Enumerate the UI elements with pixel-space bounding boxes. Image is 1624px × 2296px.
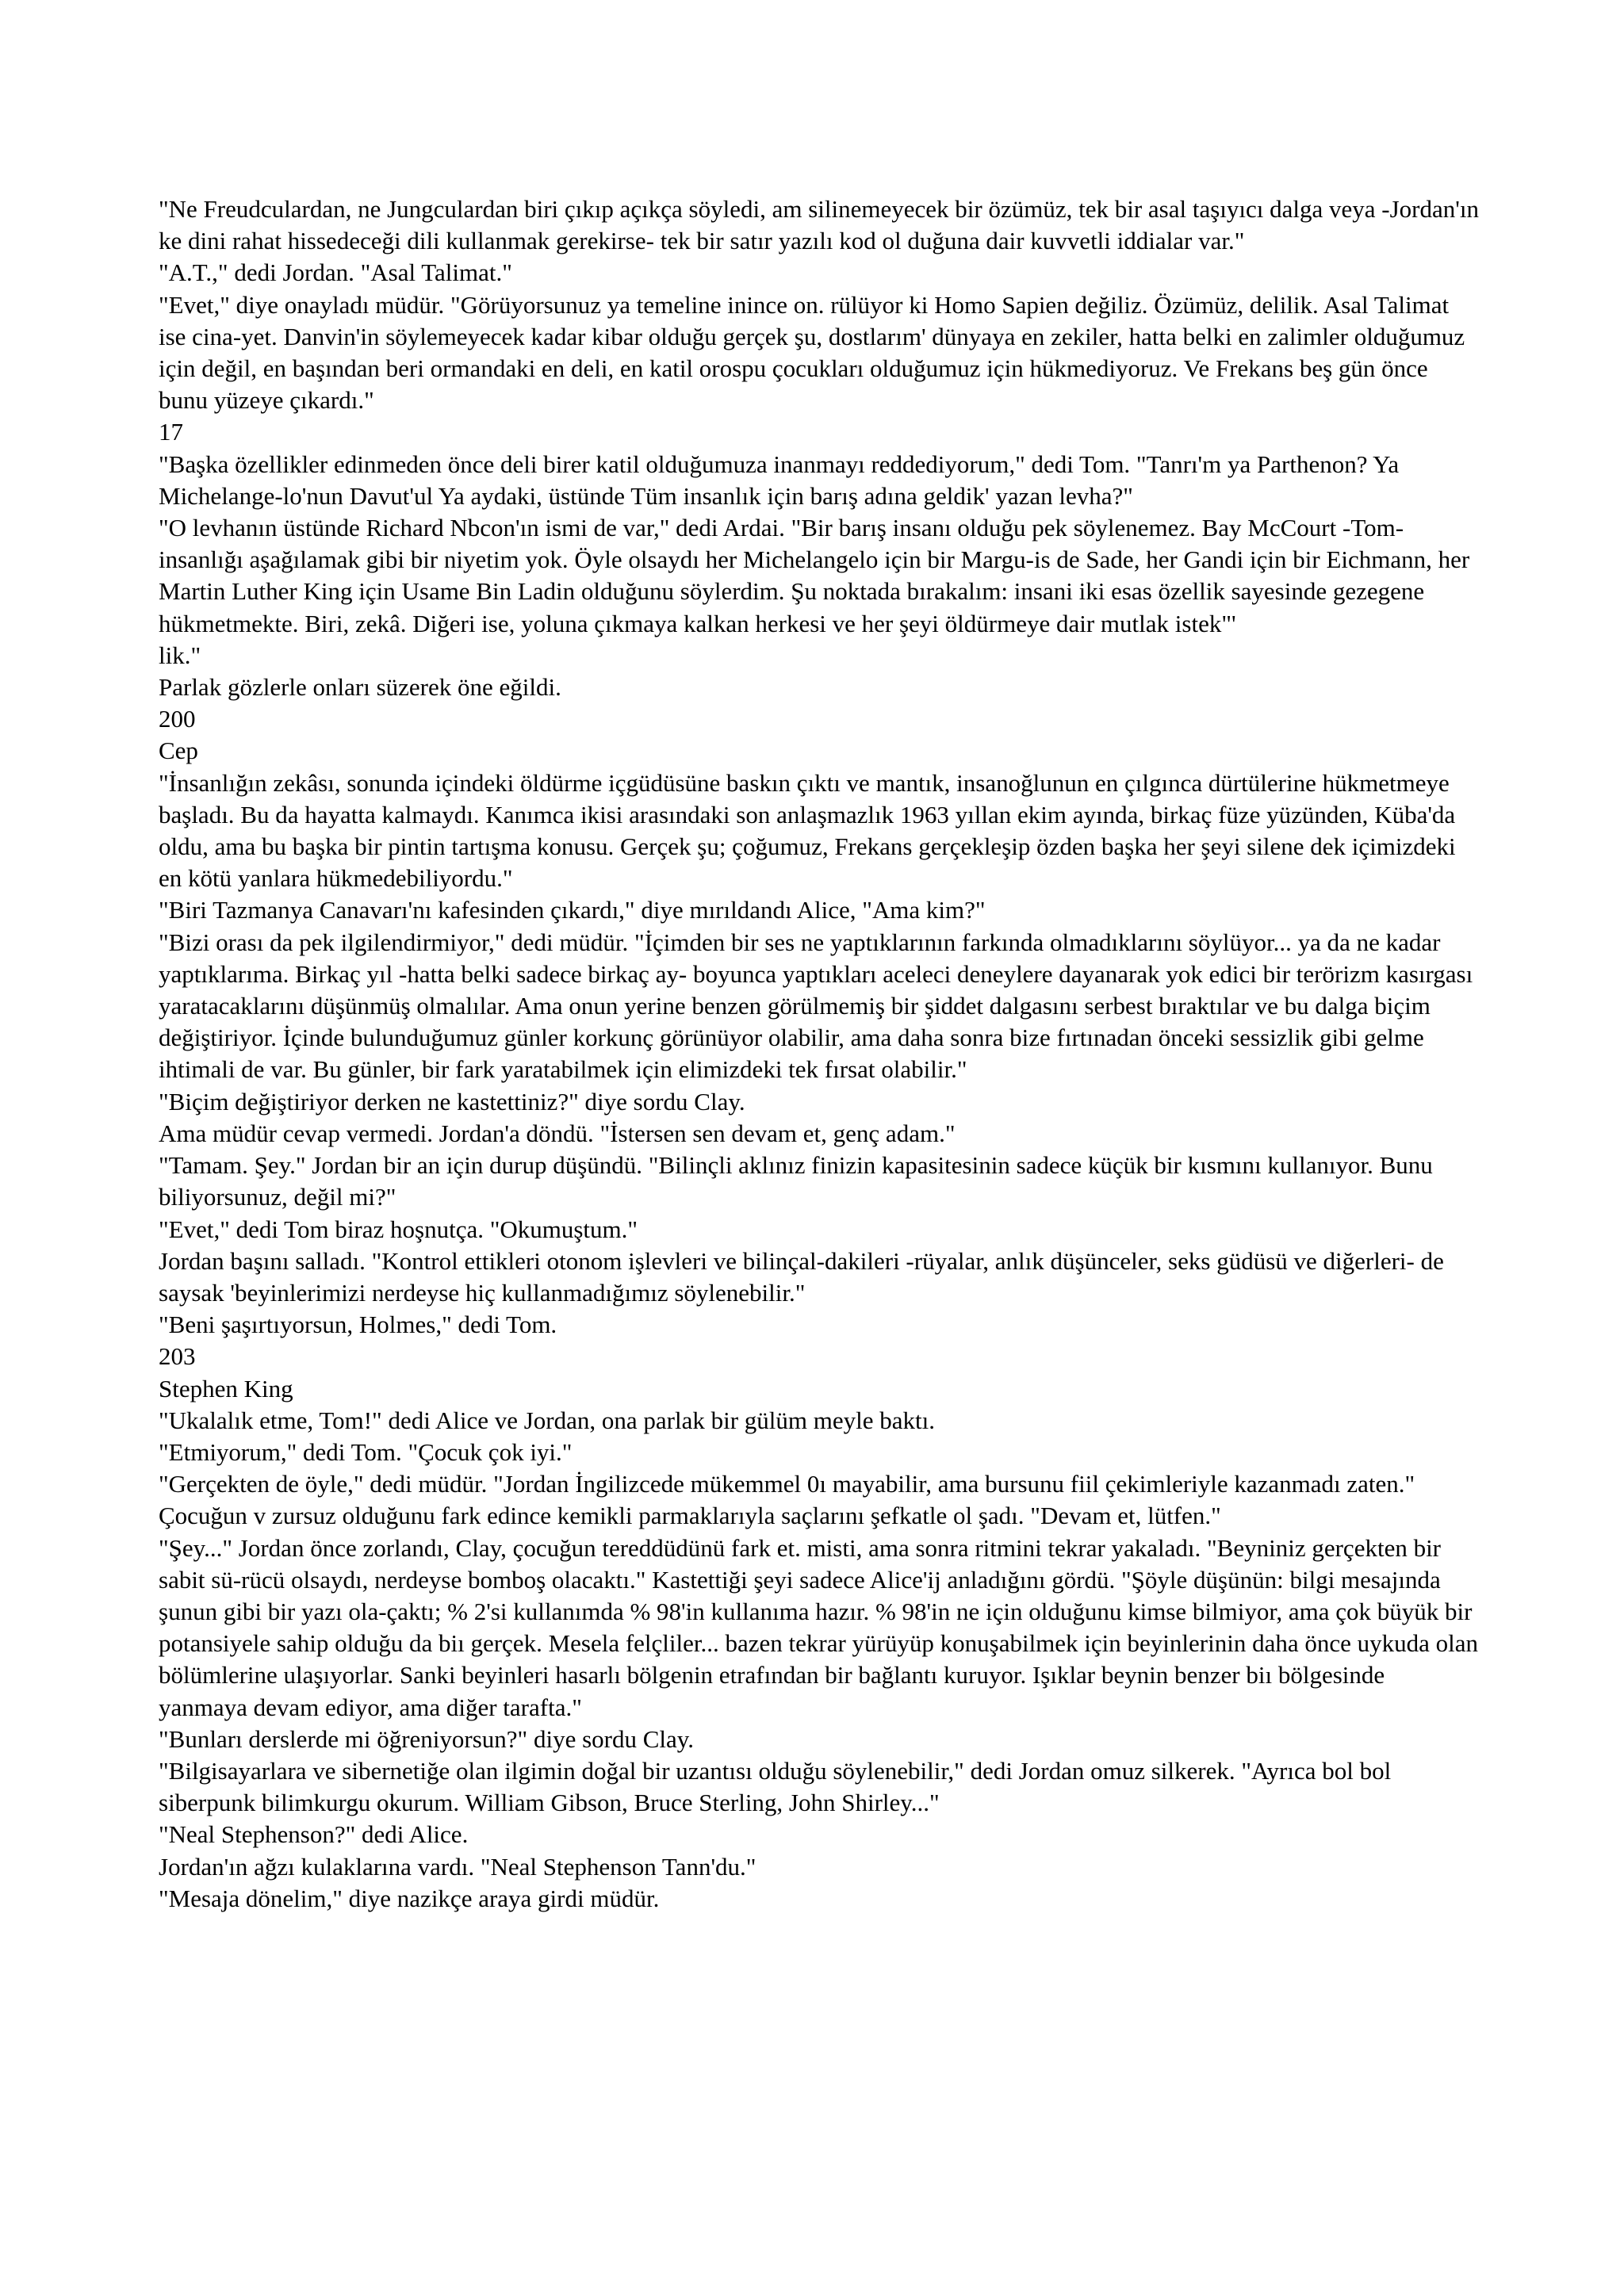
paragraph: "Tamam. Şey." Jordan bir an için durup düşündü. "Bilinçli aklınız finizin kapasitesinin sadece küçük bir kısmını kullanıyor. Bunu biliyorsunuz, değil mi?": [159, 1151, 1433, 1211]
paragraph: "Evet," dedi Tom biraz hoşnutça. "Okumuştum.": [159, 1215, 638, 1243]
paragraph: "Biri Tazmanya Canavarı'nı kafesinden çıkardı," diye mırıldandı Alice, "Ama kim?": [159, 896, 986, 924]
paragraph: "Gerçekten de öyle," dedi müdür. "Jordan İngilizcede mükemmel 0ı mayabilir, ama bursunu fiil çekimleriyle kazanmadı zaten." Çocuğun v zursuz olduğunu fark edince kemikli parmaklarıyla saçlarını şefkatle ol şadı. "Devam et, lütfen.": [159, 1470, 1415, 1530]
paragraph: "Neal Stephenson?" dedi Alice.: [159, 1820, 469, 1849]
paragraph: "O levhanın üstünde Richard Nbcon'ın ismi de var," dedi Ardai. "Bir barış insanı olduğu pek söylenemez. Bay McCourt -Tom- insanlığı aşağılamak gibi bir niyetim yok. Öyle olsaydı her Michelangelo için bir Margu-is de Sade, her Gandi için bir Eichmann, her Martin Luther King için Usame Bin Ladin olduğunu söylerdim. Şu noktada bırakalım: insani iki esas özellik sayesinde gezegene hükmetmekte. Biri, zekâ. Diğeri ise, yoluna çıkmaya kalkan herkesi ve her şeyi öldürmeye dair mutlak istek"': [159, 514, 1470, 637]
document-page: [159, 193, 1479, 1915]
paragraph: Ama müdür cevap vermedi. Jordan'a döndü. "İstersen sen devam et, genç adam.": [159, 1119, 956, 1147]
paragraph: "Bizi orası da pek ilgilendirmiyor," dedi müdür. "İçimden bir ses ne yaptıklarının farkında olmadıklarını söylüyor... ya da ne kadar yaptıklarıma. Birkaç yıl -hatta belki sadece birkaç ay- boyunca yaptıkları aceleci deneylere dayanarak yok edici bir terörizm kasırgası yaratacaklarını düşünmüş olmalılar. Ama onun yerine benzen görülmemiş bir şiddet dalgasını serbest bıraktılar ve bu dalga biçim değiştiriyor. İçinde bulunduğumuz günler korkunç görünüyor olabilir, ama daha sonra bize fırtınadan önceki sessizlik gibi gelme ihtimali de var. Bu günler, bir fark yaratabilmek için elimizdeki tek fırsat olabilir.": [159, 928, 1473, 1084]
paragraph: "Bunları derslerde mi öğreniyorsun?" diye sordu Clay.: [159, 1724, 695, 1753]
paragraph: "Etmiyorum," dedi Tom. "Çocuk çok iyi.": [159, 1437, 573, 1466]
paragraph: "İnsanlığın zekâsı, sonunda içindeki öldürme içgüdüsüne baskın çıktı ve mantık, insanoğlunun en çılgınca dürtülerine hükmetmeye başladı. Bu da hayatta kalmaydı. Kanımca ikisi arasındaki son anlaşmazlık 1963 yıllan ekim ayında, birkaç füze yüzünden, Küba'da oldu, ama bu başka bir pintin tartışma konusu. Gerçek şu; çoğumuz, Frekans gerçekleşip özden başka her şeyi silene dek içimizdeki en kötü yanlara hükmedebiliyordu.": [159, 768, 1456, 893]
paragraph: "A.T.," dedi Jordan. "Asal Talimat.": [159, 258, 512, 287]
paragraph: "Bilgisayarlara ve sibernetiğe olan ilgimin doğal bir uzantısı olduğu söylenebilir," dedi Jordan omuz silkerek. "Ayrıca bol bol siberpunk bilimkurgu okurum. William Gibson, Bruce Sterling, John Shirley...": [159, 1756, 1392, 1817]
paragraph: "Ne Freudculardan, ne Jungculardan biri çıkıp açıkça söyledi, am silinemeyecek bir özümüz, tek bir asal taşıyıcı dalga veya -Jordan'ın ke dini rahat hissedeceği dili kullanmak gerekirse- tek bir satır yazılı kod ol duğuna dair kuvvetli iddialar var.": [159, 195, 1479, 255]
paragraph: Parlak gözlerle onları süzerek öne eğildi.: [159, 673, 561, 702]
paragraph: Jordan başını salladı. "Kontrol ettikleri otonom işlevleri ve bilinçal-dakileri -rüyalar, anlık düşünceler, seks güdüsü ve diğerleri- de saysak 'beyinlerimizi nerdeyse hiç kullanmadığımız söylenebilir.": [159, 1246, 1444, 1307]
paragraph: lik.": [159, 641, 201, 669]
paragraph: "Beni şaşırtıyorsun, Holmes," dedi Tom.: [159, 1311, 557, 1339]
paragraph: "Başka özellikler edinmeden önce deli birer katil olduğumuza inanmayı reddediyorum," dedi Tom. "Tanrı'm ya Parthenon? Ya Michelange-lo'nun Davut'ul Ya aydaki, üstünde Tüm insanlık için barış adına geldik' yazan levha?": [159, 450, 1400, 510]
paragraph: "Evet," diye onayladı müdür. "Görüyorsunuz ya temeline inince on. rülüyor ki Homo Sapien değiliz. Özümüz, delilik. Asal Talimat ise cina-yet. Danvin'in söylemeyecek kadar kibar olduğu gerçek şu, dostlarım' dünyaya en zekiler, hatta belki en zalimler olduğumuz için değil, en başından beri ormandaki en deli, en katil orospu çocukları olduğumuz için hükmediyoruz. Ve Frekans beş gün önce bunu yüzeye çıkardı.": [159, 290, 1465, 415]
page-number: 200: [159, 705, 196, 733]
running-header: Stephen King: [159, 1374, 293, 1402]
page-number: 17: [159, 418, 183, 446]
running-header: Cep: [159, 737, 198, 765]
paragraph: "Ukalalık etme, Tom!" dedi Alice ve Jordan, ona parlak bir gülüm meyle baktı.: [159, 1406, 935, 1434]
paragraph: Jordan'ın ağzı kulaklarına vardı. "Neal Stephenson Tann'du.": [159, 1852, 756, 1881]
page-number: 203: [159, 1342, 196, 1371]
paragraph: "Biçim değiştiriyor derken ne kastettiniz?" diye sordu Clay.: [159, 1087, 745, 1115]
paragraph: "Şey..." Jordan önce zorlandı, Clay, çocuğun tereddüdünü fark et. misti, ama sonra ritmini tekrar yakaladı. "Beyniniz gerçekten bir sabit sü-rücü olsaydı, nerdeyse bomboş olacaktı." Kastettiği şeyi sadece Alice'ij anladığını gördü. "Şöyle düşünün: bilgi mesajında şunun gibi bir yazı ola-çaktı; % 2'si kullanımda % 98'in kullanıma hazır. % 98'in ne için olduğunu kimse bilmiyor, ama çok büyük bir potansiyele sahip olduğu da biı gerçek. Mesela felçliler... bazen tekrar yürüyüp konuşabilmek için beyinlerinin daha önce uykuda olan bölümlerine ulaşıyorlar. Sanki beyinleri hasarlı bölgenin etrafından bir bağlantı kuruyor. Işıklar beynin benzer biı bölgesinde yanmaya devam ediyor, ama diğer tarafta.": [159, 1533, 1478, 1721]
paragraph: "Mesaja dönelim," diye nazikçe araya girdi müdür.: [159, 1884, 660, 1912]
